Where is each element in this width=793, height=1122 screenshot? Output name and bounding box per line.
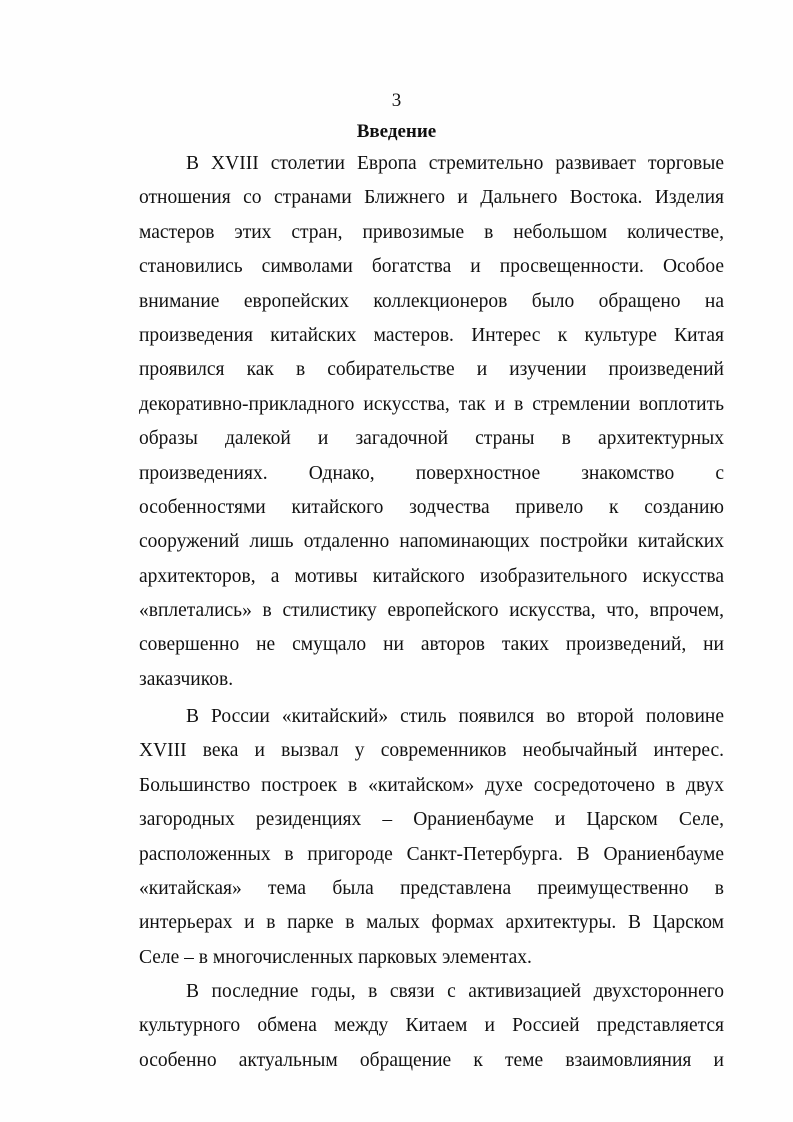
paragraph-line: особенностями китайского зодчества привело к созданию (139, 496, 724, 518)
paragraph-line: В XVIII столетии Европа стремительно развивает торговые (186, 153, 724, 174)
section-heading: Введение (356, 121, 437, 142)
paragraph-line: «китайская» тема была представлена преимущественно в (139, 877, 724, 899)
paragraph-line: становились символами богатства и просвещенности. Особое (139, 256, 724, 278)
paragraph-2 (139, 700, 724, 975)
paragraph-line: произведениях. Однако, поверхностное знакомство с (139, 462, 724, 484)
paragraph-line: мастеров этих стран, привозимые в небольшом количестве, (139, 221, 724, 243)
paragraph-line: Большинство построек в «китайском» духе сосредоточено в двух (139, 774, 724, 796)
paragraph-line: загородных резиденциях – Ораниенбауме и Царском Селе, (139, 809, 724, 831)
paragraph-line: произведения китайских мастеров. Интерес к культуре Китая (139, 324, 724, 346)
paragraph-line: архитекторов, а мотивы китайского изобразительного искусства (139, 565, 724, 587)
paragraph-line: культурного обмена между Китаем и Россией представляется (139, 1015, 724, 1037)
paragraph-line: внимание европейских коллекционеров было обращено на (139, 290, 724, 312)
paragraph-line: расположенных в пригороде Санкт-Петербурга. В Ораниенбауме (139, 843, 724, 865)
paragraph-line: сооружений лишь отдаленно напоминающих постройки китайских (139, 531, 724, 553)
paragraph-line: интерьерах и в парке в малых формах архитектуры. В Царском (139, 912, 724, 934)
paragraph-line: В России «китайский» стиль появился во второй половине (186, 706, 724, 727)
paragraph-line: «вплетались» в стилистику европейского искусства, что, впрочем, (139, 600, 724, 622)
paragraph-line: Селе – в многочисленных парковых элементах. (139, 946, 532, 968)
paragraph-1 (139, 147, 724, 697)
paragraph-line: XVIII века и вызвал у современников необычайный интерес. (139, 740, 724, 762)
paragraph-line: декоративно-прикладного искусства, так и в стремлении воплотить (139, 393, 724, 415)
page-number: 3 (391, 90, 402, 111)
paragraph-line: особенно актуальным обращение к теме взаимовлияния и (139, 1049, 724, 1071)
paragraph-line: В последние годы, в связи с активизацией двухстороннего (186, 981, 724, 1002)
paragraph-line: отношения со странами Ближнего и Дальнего Востока. Изделия (139, 187, 724, 209)
paragraph-line: проявился как в собирательстве и изучении произведений (139, 359, 724, 381)
paragraph-line: образы далекой и загадочной страны в архитектурных (139, 428, 724, 450)
paragraph-line: совершенно не смущало ни авторов таких произведений, ни (139, 634, 724, 656)
paragraph-3 (139, 975, 724, 1078)
paragraph-line: заказчиков. (139, 668, 234, 690)
